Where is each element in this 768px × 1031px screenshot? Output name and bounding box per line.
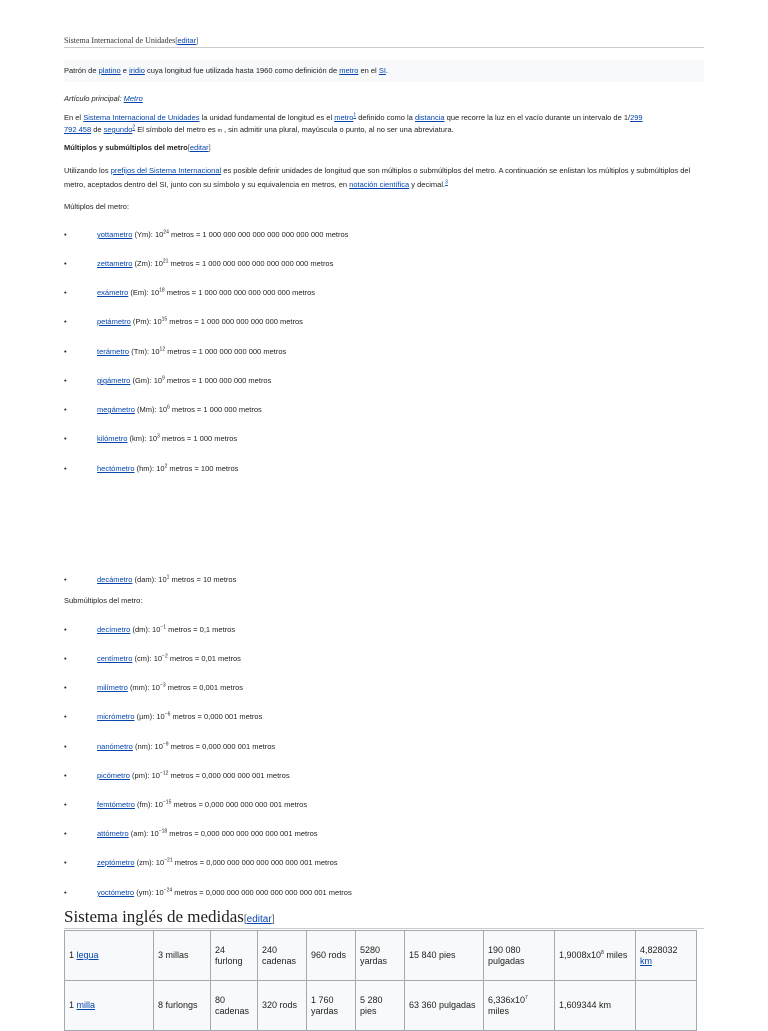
unit-link[interactable]: picómetro: [97, 771, 130, 780]
unit-symbol: (pm): [132, 771, 148, 780]
power-base: 10: [155, 888, 164, 897]
list-item: [64, 828, 704, 840]
power-base: 10: [154, 742, 163, 751]
unit-value: 1 000 metros: [193, 434, 238, 443]
power-base: 10: [152, 625, 161, 634]
power-exponent: 15: [161, 316, 168, 323]
link-iridio[interactable]: iridio: [129, 66, 145, 75]
power-exponent: 6: [167, 404, 170, 411]
caption-text: Patrón de: [64, 66, 99, 75]
unit-value: 0,000 001 metros: [203, 712, 263, 721]
unit-value: 0,000 000 000 000 000 001 metros: [200, 829, 318, 838]
unit-symbol: (Pm): [132, 317, 150, 326]
power-exponent: −3: [159, 682, 166, 689]
separator: :: [146, 829, 151, 838]
table-cell: 15 840 pies: [405, 931, 484, 981]
power-base: 10: [156, 712, 165, 721]
separator: :: [144, 434, 149, 443]
bullet-marker: •: [64, 434, 67, 443]
list-item: [64, 799, 704, 811]
link-metro[interactable]: metro: [334, 113, 354, 122]
unit-value: 0,000 000 001 metros: [202, 742, 276, 751]
table-cell: 80 cadenas: [211, 981, 258, 1031]
unit-symbol: (hm): [136, 464, 153, 473]
unit-symbol: (dam): [134, 575, 155, 584]
unit-symbol: (dm): [132, 625, 148, 634]
table-cell: $6,336x10^7$ miles: [484, 981, 555, 1031]
power-base: 10: [154, 800, 163, 809]
separator: :: [150, 742, 155, 751]
power-base: 10: [150, 288, 160, 297]
table-cell: [636, 981, 697, 1031]
power-base: 10: [153, 654, 163, 663]
hatnote-label: Artículo principal:: [64, 94, 124, 103]
para-text: En el: [64, 113, 84, 122]
power-exponent: 24: [163, 229, 169, 236]
power-base: 10: [158, 575, 167, 584]
list-item-text: [97, 857, 338, 869]
unit-link[interactable]: milímetro: [97, 683, 128, 692]
list-item: [64, 682, 704, 694]
separator: :: [151, 858, 156, 867]
unit-link[interactable]: decímetro: [97, 625, 131, 634]
unit-value: 1 000 000 000 000 metros: [198, 347, 287, 356]
caption-text: en el: [358, 66, 379, 75]
bullet-marker: •: [64, 259, 67, 268]
link-number-b[interactable]: 792 458: [64, 125, 92, 134]
unit-value: 0,000 000 000 001 metros: [202, 771, 290, 780]
bullet-marker: •: [64, 654, 67, 663]
link-distancia[interactable]: distancia: [414, 113, 445, 122]
unit-link[interactable]: micrómetro: [97, 712, 135, 721]
bullet-marker: •: [64, 712, 67, 721]
list-item-text: [97, 770, 290, 782]
equals-text: metros =: [167, 654, 202, 663]
list-item: [64, 404, 704, 416]
edit-link[interactable]: editar: [177, 36, 197, 45]
power-base: 10: [154, 259, 163, 268]
power-base: 10: [158, 405, 168, 414]
table-cell: 63 360 pulgadas: [405, 981, 484, 1031]
table-cell: 960 rods: [307, 931, 356, 981]
para-text: El símbolo del metro es: [135, 125, 218, 134]
edit-link-wrapper: [editar]: [175, 36, 199, 45]
list-item-text: [97, 574, 236, 586]
equals-text: metros =: [164, 376, 199, 385]
separator: :: [154, 405, 159, 414]
separator: :: [151, 888, 156, 897]
bullet-marker: •: [64, 829, 67, 838]
edit-link-wrapper: [editar]: [243, 914, 275, 925]
link-legua[interactable]: legua: [76, 950, 99, 960]
units-table: [64, 930, 697, 1031]
equals-text: metros =: [172, 858, 207, 867]
link-km[interactable]: km: [640, 955, 652, 966]
unit-value: 0,000 000 000 000 000 000 001 metros: [206, 858, 338, 867]
list-item: [64, 433, 704, 445]
table-cell: 1 legua: [65, 931, 154, 981]
subsection-heading: [64, 142, 704, 154]
list-item: [64, 287, 704, 299]
table-row: [65, 981, 697, 1031]
unit-symbol: (km): [129, 434, 145, 443]
list-item: [64, 887, 704, 899]
unit-value: 0,000 000 000 000 001 metros: [204, 800, 308, 809]
bullet-marker: •: [64, 625, 67, 634]
equals-text: metros =: [165, 347, 199, 356]
list-item: [64, 770, 704, 782]
unit-link[interactable]: femtómetro: [97, 800, 135, 809]
separator: :: [147, 347, 152, 356]
unit-link[interactable]: yoctómetro: [97, 888, 135, 897]
equals-text: metros =: [168, 230, 203, 239]
unit-link[interactable]: hectómetro: [97, 464, 135, 473]
unit-symbol: (Tm): [131, 347, 148, 356]
equals-text: metros =: [169, 575, 203, 584]
list-item-text: [97, 799, 307, 811]
section-heading-si: [64, 36, 704, 48]
table-cell: 3 millas: [154, 931, 211, 981]
caption-text: e: [120, 66, 130, 75]
edit-link[interactable]: editar: [246, 914, 272, 925]
section-title: Sistema Internacional de Unidades: [64, 36, 176, 45]
equals-text: metros =: [166, 625, 200, 634]
unit-symbol: (µm): [136, 712, 153, 721]
unit-symbol: (am): [130, 829, 147, 838]
power-exponent: 1: [166, 574, 170, 581]
ref-3[interactable]: 3: [445, 179, 448, 186]
list-item-text: [97, 346, 286, 358]
power-exponent: −15: [162, 799, 172, 806]
unit-symbol: (Gm): [132, 376, 150, 385]
table-cell: 24 furlong: [211, 931, 258, 981]
power-exponent: −2: [162, 653, 168, 660]
unit-symbol: (mm): [129, 683, 148, 692]
bullet-marker: •: [64, 683, 67, 692]
power-exponent: −18: [158, 828, 168, 835]
power-base: 10: [153, 317, 162, 326]
equals-text: metros =: [168, 259, 202, 268]
para-text: y decimal.: [409, 180, 446, 189]
unit-symbol: (fm): [137, 800, 151, 809]
bullet-marker: •: [64, 376, 67, 385]
list-item-text: [97, 229, 348, 241]
separator: :: [154, 575, 159, 584]
unit-link[interactable]: zeptómetro: [97, 858, 135, 867]
power-base: 10: [150, 829, 159, 838]
section-title: Sistema inglés de medidas: [64, 907, 244, 926]
table-cell: 320 rods: [258, 981, 307, 1031]
unit-symbol: (Mm): [137, 405, 155, 414]
list-item-text: [97, 287, 315, 299]
link-milla[interactable]: milla: [76, 1000, 96, 1010]
list-item-text: [97, 316, 303, 328]
unit-value: 10 metros: [202, 575, 237, 584]
list-item: [64, 653, 704, 665]
ref-1[interactable]: 1: [353, 112, 357, 119]
equals-text: metros =: [167, 464, 201, 473]
unit-link[interactable]: nanómetro: [97, 742, 133, 751]
unit-link[interactable]: terámetro: [97, 347, 130, 356]
equals-text: metros =: [170, 712, 204, 721]
link-metro[interactable]: metro: [339, 66, 359, 75]
separator: :: [149, 376, 154, 385]
unit-value: 1 000 000 000 000 000 000 000 000 metros: [202, 230, 349, 239]
image-caption: [64, 60, 704, 82]
list-item: [64, 711, 704, 723]
bullet-marker: •: [64, 742, 67, 751]
power-base: 10: [154, 230, 164, 239]
para-text: de: [91, 125, 104, 134]
bullet-marker: •: [64, 464, 67, 473]
unit-value: 1 000 000 000 000 000 000 metros: [198, 288, 316, 297]
table-row: [65, 931, 697, 981]
list-item-text: [97, 828, 318, 840]
equals-text: metros =: [169, 405, 204, 414]
table-cell: 8 furlongs: [154, 981, 211, 1031]
power-exponent: −9: [162, 741, 169, 748]
list-item-text: [97, 711, 262, 723]
power-base: 10: [151, 771, 160, 780]
para-text: la unidad fundamental de longitud es el: [199, 113, 335, 122]
hatnote: [64, 93, 704, 105]
unit-symbol: (Em): [130, 288, 147, 297]
power-exponent: −12: [159, 770, 169, 777]
para-text: es posible definir unidades de longitud que son múltiplos o submúltiplos del metro. A continuación se enlistan los múltiplos y submúltiplos del metro, aceptados dentro del SI, junto con su símbolo y su equivalencia en metros, en: [64, 166, 691, 189]
bullet-marker: •: [64, 347, 67, 356]
equals-text: metros =: [171, 800, 205, 809]
para-text: Utilizando los: [64, 166, 111, 175]
unit-value: 0,001 metros: [199, 683, 243, 692]
paragraph-definition: [64, 112, 704, 137]
equals-text: metros =: [167, 317, 201, 326]
table-cell: 5280 yardas: [356, 931, 405, 981]
separator: :: [149, 654, 154, 663]
table-cell: 240 cadenas: [258, 931, 307, 981]
power-exponent: 3: [157, 433, 160, 440]
power-exponent: 12: [159, 346, 166, 353]
power-base: 10: [148, 434, 158, 443]
power-exponent: 2: [164, 463, 168, 470]
unit-value: 1 000 000 000 000 000 000 000 metros: [202, 259, 334, 268]
para-text: definido como la: [356, 113, 415, 122]
list-item-text: [97, 887, 352, 899]
list-item-text: [97, 375, 271, 387]
list-item: [64, 857, 704, 869]
bullet-marker: •: [64, 800, 67, 809]
equals-text: metros =: [164, 288, 199, 297]
link-main-article[interactable]: Metro: [123, 94, 143, 103]
subsection-title: Múltiplos y submúltiplos del metro: [64, 143, 188, 152]
bullet-marker: •: [64, 230, 67, 239]
bullet-marker: •: [64, 317, 67, 326]
table-cell: 1 760 yardas: [307, 981, 356, 1031]
list-item-text: [97, 624, 235, 636]
link-si[interactable]: SI: [378, 66, 386, 75]
list-item: [64, 463, 704, 475]
equals-text: metros =: [165, 683, 200, 692]
unit-value: 1 000 000 000 metros: [198, 376, 272, 385]
power-base: 10: [151, 683, 160, 692]
separator: :: [150, 230, 155, 239]
unit-value: 1 000 000 metros: [203, 405, 262, 414]
bullet-marker: •: [64, 288, 67, 297]
list-item: [64, 316, 704, 328]
separator: :: [150, 259, 155, 268]
unit-link[interactable]: centímetro: [97, 654, 133, 663]
unit-symbol: (zm): [136, 858, 152, 867]
separator: :: [150, 800, 155, 809]
list-item-text: [97, 682, 243, 694]
link-platino[interactable]: platino: [98, 66, 121, 75]
unit-link[interactable]: exámetro: [97, 288, 129, 297]
paragraph-prefixes: [64, 164, 704, 192]
power-base: 10: [153, 376, 163, 385]
power-exponent: 21: [162, 258, 169, 265]
unit-symbol: (cm): [134, 654, 150, 663]
separator: :: [146, 288, 151, 297]
unit-link[interactable]: yottametro: [97, 230, 133, 239]
power-exponent: 9: [162, 375, 165, 382]
list-item-text: [97, 741, 275, 753]
unit-link[interactable]: gigámetro: [97, 376, 131, 385]
separator: :: [147, 625, 153, 634]
edit-link-wrapper: [editar]: [187, 143, 211, 152]
bullet-marker: •: [64, 405, 67, 414]
table-cell: $1,9008x10^8$ miles: [555, 931, 636, 981]
power-exponent: −1: [160, 624, 167, 631]
equals-text: metros =: [159, 434, 194, 443]
link-si-full[interactable]: Sistema Internacional de Unidades: [83, 113, 200, 122]
separator: :: [147, 771, 152, 780]
unit-value: 1 000 000 000 000 000 metros: [200, 317, 303, 326]
bullet-marker: •: [64, 888, 67, 897]
power-exponent: −24: [163, 887, 173, 894]
bullet-marker: •: [64, 575, 67, 584]
unit-symbol: (Ym): [134, 230, 151, 239]
separator: :: [149, 317, 154, 326]
list-item: [64, 574, 704, 586]
edit-link[interactable]: editar: [189, 143, 209, 152]
separator: :: [152, 464, 157, 473]
unit-value: 0,01 metros: [201, 654, 241, 663]
power-base: 10: [151, 347, 160, 356]
equals-text: metros =: [168, 771, 203, 780]
unit-link[interactable]: kilómetro: [97, 434, 128, 443]
multiples-label: Múltiplos del metro:: [64, 202, 130, 211]
caption-text: .: [385, 66, 388, 75]
para-text: que recorre la luz en el vacío durante un intervalo de 1/: [444, 113, 631, 122]
list-item: [64, 229, 704, 241]
list-item: [64, 375, 704, 387]
list-item: [64, 624, 704, 636]
link-prefijos[interactable]: prefijos del Sistema Internacional: [110, 166, 222, 175]
unit-link[interactable]: petámetro: [97, 317, 131, 326]
power-exponent: −21: [164, 857, 173, 864]
submultiples-label: Submúltiplos del metro:: [64, 596, 143, 605]
list-item-text: [97, 404, 262, 416]
unit-link[interactable]: decámetro: [97, 575, 133, 584]
list-item-text: [97, 653, 241, 665]
link-number-a[interactable]: 299: [630, 113, 643, 122]
caption-text: cuya longitud fue utilizada hasta 1960 como definición de: [144, 66, 340, 75]
table-cell: 190 080 pulgadas: [484, 931, 555, 981]
metre-symbol: m: [217, 128, 222, 134]
unit-link[interactable]: attómetro: [97, 829, 129, 838]
equals-text: metros =: [167, 829, 201, 838]
table-cell: 1,609344 km: [555, 981, 636, 1031]
unit-value: 0,000 000 000 000 000 000 000 001 metros: [205, 888, 352, 897]
unit-symbol: (ym): [136, 888, 152, 897]
unit-value: 0,1 metros: [199, 625, 236, 634]
bullet-marker: •: [64, 771, 67, 780]
equals-text: metros =: [168, 742, 203, 751]
equals-text: metros =: [172, 888, 206, 897]
power-exponent: −6: [164, 711, 171, 718]
power-base: 10: [156, 464, 165, 473]
power-exponent: 18: [159, 287, 165, 294]
section-heading-ingles: [64, 907, 704, 929]
power-base: 10: [155, 858, 165, 867]
separator: :: [152, 712, 157, 721]
link-segundo[interactable]: segundo: [103, 125, 133, 134]
list-item-text: [97, 258, 333, 270]
ref-2[interactable]: 2: [132, 124, 136, 131]
bullet-marker: •: [64, 858, 67, 867]
table-cell: 1 milla: [65, 981, 154, 1031]
unit-link[interactable]: megámetro: [97, 405, 135, 414]
list-item-text: [97, 433, 237, 445]
unit-symbol: (Zm): [134, 259, 151, 268]
unit-symbol: (nm): [134, 742, 151, 751]
list-item: [64, 741, 704, 753]
link-notacion[interactable]: notación científica: [349, 180, 410, 189]
table-cell: 5 280 pies: [356, 981, 405, 1031]
list-item: [64, 258, 704, 270]
table-cell: 4,828032 km: [636, 931, 697, 981]
list-item-text: [97, 463, 238, 475]
list-item: [64, 346, 704, 358]
para-text: , sin admitir una plural, mayúscula o punto, al no ser una abreviatura.: [221, 125, 454, 134]
unit-link[interactable]: zettametro: [97, 259, 133, 268]
unit-value: 100 metros: [200, 464, 239, 473]
separator: :: [147, 683, 152, 692]
